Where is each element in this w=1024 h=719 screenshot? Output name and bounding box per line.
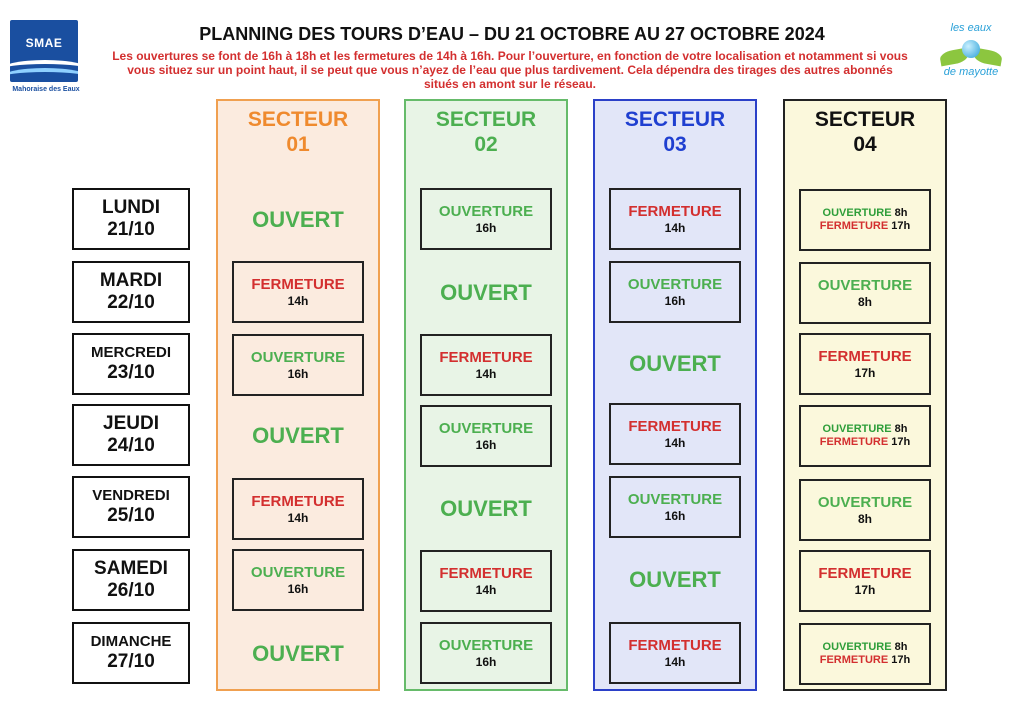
status-time: 14h: [475, 582, 497, 597]
schedule-cell-opening: [232, 549, 364, 611]
status-label: FERMETURE: [439, 348, 533, 366]
mayotte-logo-line1: les eaux: [950, 22, 992, 34]
opening-line: [823, 423, 908, 436]
status-label: OUVERTURE: [438, 636, 534, 654]
schedule-cell-closing: [799, 333, 931, 395]
schedule-cell-opening: [420, 405, 552, 467]
status-label: OUVERT: [252, 206, 344, 232]
sector-header: [785, 107, 945, 157]
status-label: OUVERTURE: [822, 640, 892, 653]
sector-label: SECTEUR: [435, 108, 537, 131]
status-label: FERMETURE: [819, 436, 889, 448]
status-time: 14h: [475, 366, 497, 381]
sector-03-column: [593, 99, 757, 691]
schedule-cell-closing: [420, 334, 552, 396]
day-name: LUNDI: [101, 197, 161, 219]
status-label: FERMETURE: [818, 564, 912, 582]
schedule-cell-open: [232, 189, 364, 251]
status-label: OUVERTURE: [822, 422, 892, 435]
sector-04-column: [783, 99, 947, 691]
day-name: SAMEDI: [94, 558, 168, 580]
day-date: 25/10: [107, 504, 155, 526]
page-title: PLANNING DES TOURS D’EAU – DU 21 OCTOBRE AU 27 OCTOBRE 2024: [199, 24, 825, 44]
status-label: OUVERTURE: [627, 275, 723, 293]
mayotte-logo-line2: de mayotte: [943, 66, 999, 78]
status-label: OUVERTURE: [817, 276, 913, 294]
schedule-cell-open: [420, 478, 552, 540]
status-time: 17h: [854, 365, 876, 380]
schedule-cell-opening: [420, 188, 552, 250]
status-time: 16h: [287, 581, 309, 596]
status-label: OUVERTURE: [822, 206, 892, 219]
status-time: 17h: [891, 220, 911, 232]
sector-number: 04: [853, 133, 877, 156]
schedule-cell-open: [232, 405, 364, 467]
day-date: 21/10: [107, 219, 155, 240]
schedule-cell-opening: [232, 334, 364, 396]
status-label: OUVERTURE: [438, 419, 534, 437]
day-friday: [72, 476, 190, 538]
schedule-cell-closing: [232, 478, 364, 540]
wave-icon: [10, 68, 78, 82]
schedule-cell-opening-closing: [799, 623, 931, 685]
sector-02-column: [404, 99, 568, 691]
schedule-cell-closing: [609, 622, 741, 684]
sector-01-column: [216, 99, 380, 691]
day-thursday: [72, 404, 190, 466]
status-time: 14h: [287, 293, 309, 308]
schedule-cell-opening: [609, 261, 741, 323]
smae-logo-badge: [10, 20, 78, 82]
schedule-cell-opening: [609, 476, 741, 538]
water-drop-icon: [962, 40, 980, 58]
schedule-cell-closing: [609, 188, 741, 250]
day-tuesday: [72, 261, 190, 323]
schedule-cell-opening-closing: [799, 405, 931, 467]
closing-line: [820, 654, 910, 667]
status-time: 16h: [287, 366, 309, 381]
day-name: MARDI: [99, 270, 163, 292]
status-time: 16h: [664, 508, 686, 523]
day-name: DIMANCHE: [90, 633, 172, 651]
status-time: 14h: [664, 654, 686, 669]
schedule-cell-closing: [609, 403, 741, 465]
status-time: 17h: [891, 436, 911, 448]
status-time: 16h: [475, 220, 497, 235]
status-label: OUVERTURE: [817, 493, 913, 511]
status-time: 16h: [664, 293, 686, 308]
status-time: 8h: [894, 640, 908, 653]
status-label: OUVERT: [440, 495, 532, 521]
schedule-cell-closing: [799, 550, 931, 612]
status-time: 8h: [894, 206, 908, 219]
day-wednesday: [72, 333, 190, 395]
status-time: 17h: [891, 654, 911, 666]
day-monday: [72, 188, 190, 250]
day-name: MERCREDI: [90, 344, 171, 362]
day-saturday: [72, 549, 190, 611]
sector-header: [218, 107, 378, 157]
eaux-de-mayotte-logo: [938, 22, 1004, 88]
smae-logo: [10, 20, 82, 100]
status-label: FERMETURE: [439, 564, 533, 582]
day-date: 27/10: [107, 650, 155, 672]
opening-line: [823, 207, 908, 220]
sector-header: [406, 107, 566, 157]
status-label: OUVERT: [252, 422, 344, 448]
schedule-cell-opening: [799, 262, 931, 324]
status-label: FERMETURE: [628, 417, 722, 435]
status-label: OUVERTURE: [627, 490, 723, 508]
sector-number: 01: [286, 133, 310, 156]
day-date: 23/10: [107, 361, 155, 383]
day-name: JEUDI: [103, 413, 159, 435]
schedule-cell-opening-closing: [799, 189, 931, 251]
sector-label: SECTEUR: [247, 108, 349, 131]
status-label: OUVERTURE: [438, 202, 534, 220]
status-label: FERMETURE: [251, 492, 345, 510]
status-time: 8h: [894, 422, 908, 435]
status-time: 14h: [664, 435, 686, 450]
status-label: FERMETURE: [628, 636, 722, 654]
day-date: 24/10: [107, 435, 155, 456]
opening-line: [823, 641, 908, 654]
status-label: FERMETURE: [818, 347, 912, 365]
sector-label: SECTEUR: [814, 108, 916, 131]
status-label: OUVERTURE: [250, 348, 346, 366]
status-label: OUVERT: [440, 279, 532, 305]
schedule-cell-closing: [420, 550, 552, 612]
status-time: 8h: [857, 511, 872, 526]
status-label: FERMETURE: [819, 220, 889, 232]
schedule-cell-open: [232, 623, 364, 685]
sector-number: 03: [663, 133, 687, 156]
status-time: 17h: [854, 582, 876, 597]
day-name: VENDREDI: [92, 487, 170, 505]
status-label: OUVERT: [629, 350, 721, 376]
closing-line: [820, 436, 910, 449]
day-sunday: [72, 622, 190, 684]
schedule-cell-open: [609, 549, 741, 611]
sector-number: 02: [474, 133, 498, 156]
status-time: 14h: [287, 510, 309, 525]
status-time: 8h: [857, 294, 872, 309]
status-label: FERMETURE: [628, 202, 722, 220]
status-time: 16h: [475, 437, 497, 452]
status-time: 16h: [475, 654, 497, 669]
smae-tagline: Mahoraise des Eaux: [12, 86, 80, 93]
schedule-notice: Les ouvertures se font de 16h à 18h et les fermetures de 14h à 16h. Pour l’ouverture, en fonction de votre localisation et notamment si vous vous situez sur un point haut, il se peut que vous n’ayez de l’eau que plus tardivement. Cela dépendra des tirages des autres abonnés situés en amont sur le réseau.: [112, 49, 908, 91]
status-label: FERMETURE: [251, 275, 345, 293]
schedule-cell-closing: [232, 261, 364, 323]
schedule-cell-opening: [420, 622, 552, 684]
schedule-cell-open: [609, 333, 741, 395]
sector-label: SECTEUR: [624, 108, 726, 131]
status-label: FERMETURE: [819, 654, 889, 666]
smae-brand: SMAE: [25, 36, 63, 50]
closing-line: [820, 220, 910, 233]
status-label: OUVERTURE: [250, 563, 346, 581]
day-date: 22/10: [107, 292, 155, 313]
day-date: 26/10: [107, 580, 155, 601]
schedule-cell-open: [420, 262, 552, 324]
sector-header: [595, 107, 755, 157]
status-label: OUVERT: [629, 566, 721, 592]
status-label: OUVERT: [252, 640, 344, 666]
schedule-cell-opening: [799, 479, 931, 541]
status-time: 14h: [664, 220, 686, 235]
